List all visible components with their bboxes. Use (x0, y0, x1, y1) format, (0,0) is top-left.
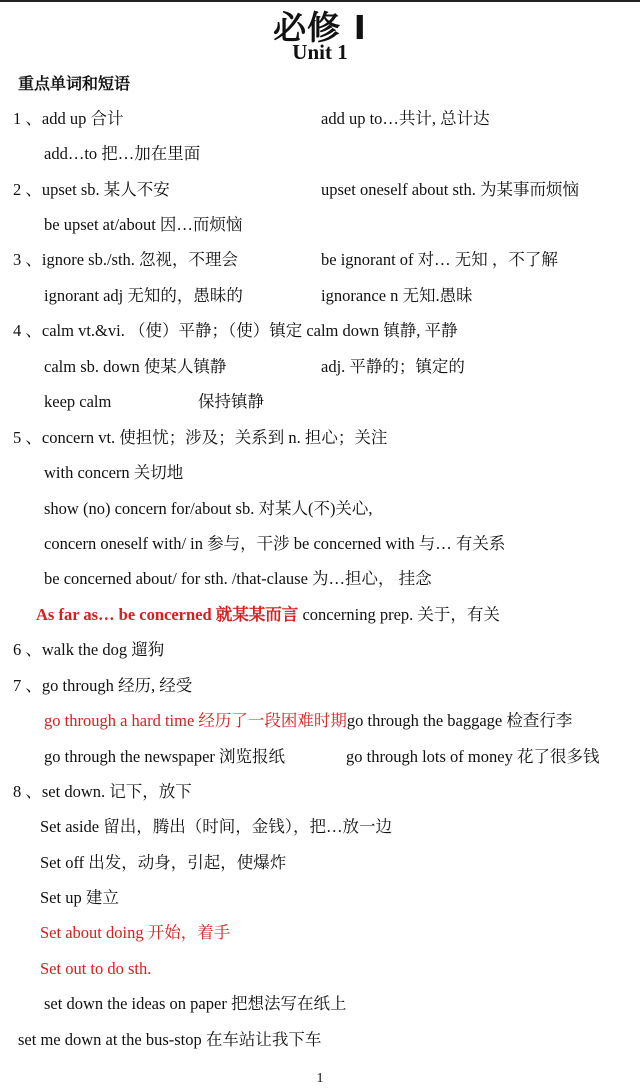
entry-7-newspaper: go through the newspaper 浏览报纸 (44, 747, 286, 766)
entry-3-ignorance: ignorance n 无知.愚昧 (321, 286, 473, 305)
entry-4-calm-sb-down: calm sb. down 使某人镇静 (44, 357, 227, 376)
entry-4-keep-calm-meaning: 保持镇静 (198, 392, 264, 411)
entry-2-upset-oneself: upset oneself about sth. 为某事而烦恼 (321, 180, 580, 199)
unit-subtitle: Unit 1 (292, 40, 348, 64)
entry-8-set-off: Set off 出发，动身，引起，使爆炸 (40, 853, 287, 872)
entry-4-calm-adj: adj. 平静的；镇定的 (321, 357, 465, 376)
entry-8-set-about: Set about doing 开始，着手 (40, 923, 231, 942)
entry-5-concern-oneself: concern oneself with/ in 参与，干涉 be concerned with 与… 有关系 (44, 534, 506, 553)
entry-5-be-concerned-about: be concerned about/ for sth. /that-clause 为…担心， 挂念 (44, 569, 432, 588)
entry-7-go-through: 7 、go through 经历, 经受 (13, 676, 193, 695)
entry-2-be-upset: be upset at/about 因…而烦恼 (44, 215, 243, 234)
entry-3-ignorant-adj: ignorant adj 无知的，愚昧的 (44, 286, 243, 305)
entry-8-set-aside: Set aside 留出，腾出（时间，金钱），把…放一边 (40, 817, 392, 836)
entry-8-set-down: 8 、set down. 记下，放下 (13, 782, 192, 801)
entry-7-lots-of-money: go through lots of money 花了很多钱 (346, 747, 600, 766)
entry-5-with-concern: with concern 关切地 (44, 463, 184, 482)
entry-6-walk-the-dog: 6 、walk the dog 遛狗 (13, 640, 165, 659)
entry-1-add-up-to: add up to…共计, 总计达 (321, 109, 490, 128)
entry-8-set-me-down: set me down at the bus-stop 在车站让我下车 (18, 1030, 322, 1049)
concerning-prep: concerning prep. 关于，有关 (298, 605, 500, 624)
entry-3-be-ignorant: be ignorant of 对… 无知 ，不了解 (321, 250, 558, 269)
entry-7-hard-time-baggage (44, 710, 572, 732)
section-heading: 重点单词和短语 (18, 74, 131, 93)
page-number: 1 (316, 1071, 324, 1086)
go-through-baggage: go through the baggage 检查行李 (346, 711, 573, 730)
entry-4-calm: 4 、calm vt.&vi. （使）平静；（使）镇定 calm down 镇静, 平静 (13, 321, 458, 340)
highlight-hard-time: go through a hard time 经历了一段困难时期 (44, 711, 347, 730)
entry-2-upset: 2 、upset sb. 某人不安 (13, 180, 170, 199)
entry-5-as-far-as (36, 604, 500, 626)
page-title: 必修 Ⅰ (273, 8, 367, 47)
entry-8-set-down-ideas: set down the ideas on paper 把想法写在纸上 (44, 994, 347, 1013)
entry-1-add-to: add…to 把…加在里面 (44, 144, 201, 163)
entry-5-show-concern: show (no) concern for/about sb. 对某人(不)关心, (44, 499, 373, 518)
entry-8-set-out: Set out to do sth. (40, 959, 152, 978)
highlight-as-far-as: As far as… be concerned 就某某而言 (36, 605, 299, 624)
entry-8-set-up: Set up 建立 (40, 888, 119, 907)
entry-4-keep-calm: keep calm (44, 392, 112, 411)
entry-3-ignore: 3 、ignore sb./sth. 忽视，不理会 (13, 250, 239, 269)
entry-1-add-up: 1 、add up 合计 (13, 109, 124, 128)
entry-5-concern: 5 、concern vt. 使担忧；涉及；关系到 n. 担心；关注 (13, 428, 388, 447)
